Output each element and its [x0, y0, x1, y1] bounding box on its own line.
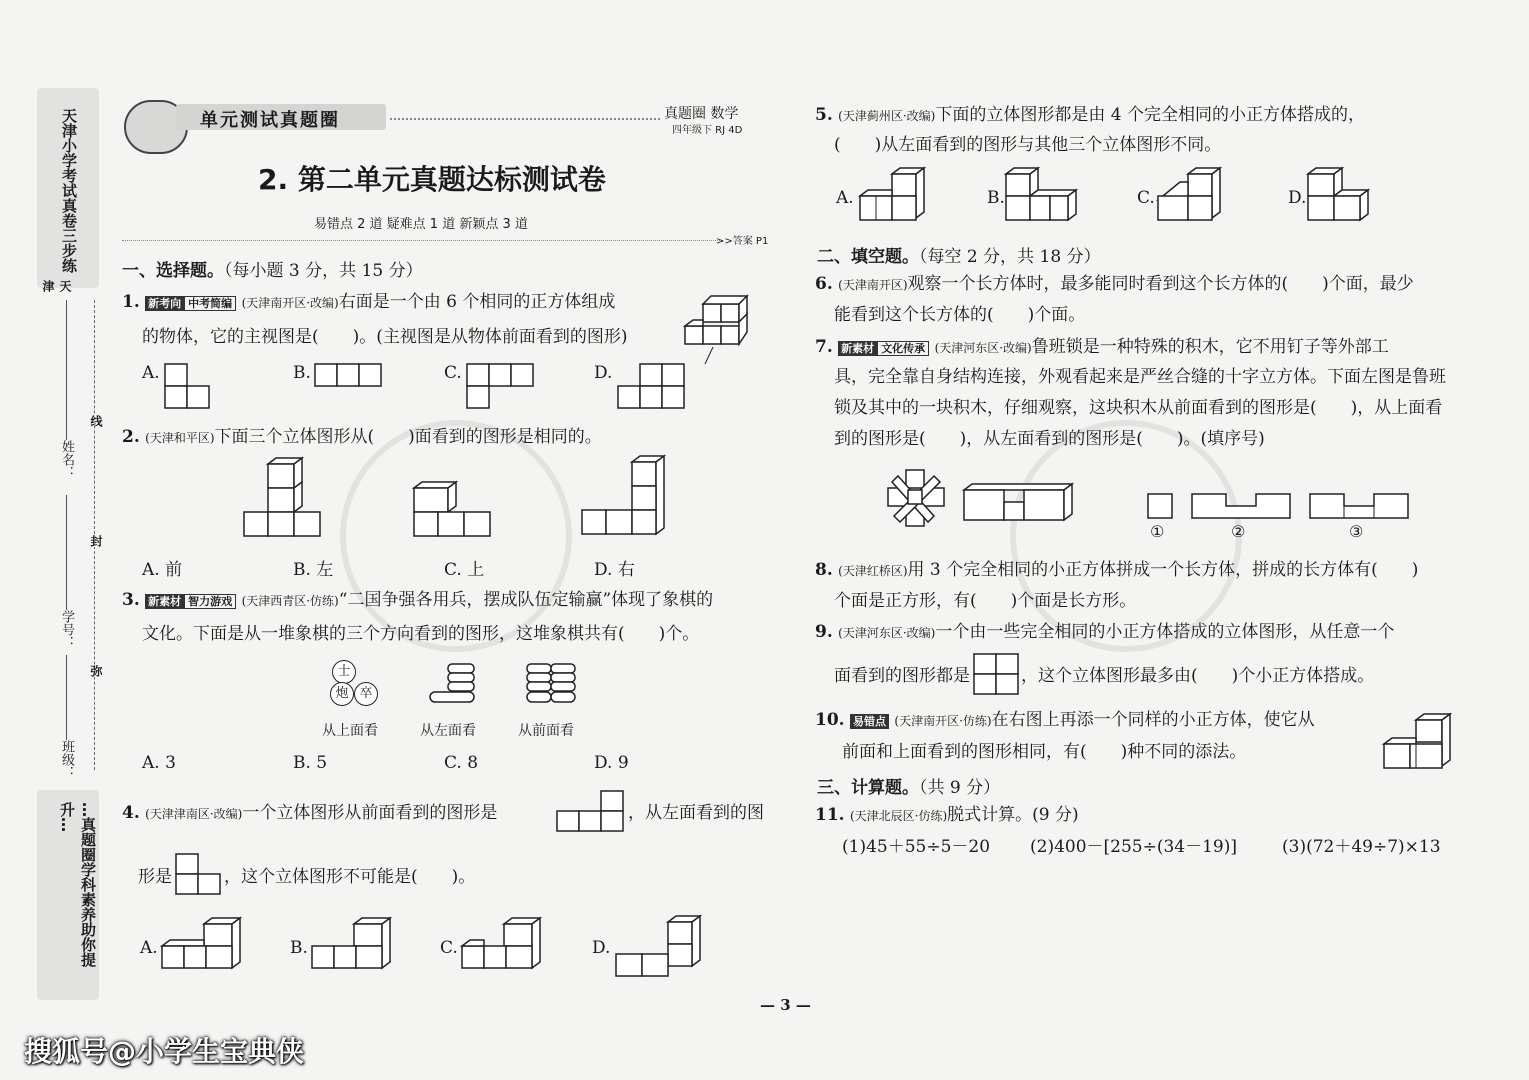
q3-option-c[interactable]: C. 8	[444, 753, 479, 773]
side-bottom-text: …真题圈学科素养助你提升…	[58, 802, 97, 967]
q7-source: (天津河东区·改编)	[934, 341, 1032, 355]
q3-tag2: 智力游戏	[184, 594, 236, 609]
q3	[122, 589, 713, 613]
q1-option-c-figure	[465, 362, 537, 410]
q8-number: 8.	[815, 560, 833, 580]
q1-option-a[interactable]: A.	[142, 363, 160, 383]
section-2-title: 二、填空题。	[817, 247, 919, 267]
page-number: — 3 —	[760, 996, 811, 1014]
q9-line2b: ，这个立体图形最多由( )个小正方体搭成。	[1021, 666, 1375, 686]
q2-figure-3	[582, 460, 666, 540]
q3-tag: 新素材	[145, 594, 184, 609]
watermark-text: 搜狐号@小学生宝典侠	[24, 1035, 305, 1068]
q3-chip-left-label: 炮	[335, 686, 349, 701]
q11-number: 11.	[815, 805, 845, 825]
section-3-heading	[817, 773, 1000, 798]
q4-front-view	[555, 789, 627, 835]
grade-label: 四年级下 RJ 4D	[672, 125, 743, 136]
q1-option-b[interactable]: B.	[293, 363, 311, 383]
q1-source: (天津南开区·改编)	[241, 296, 339, 310]
side-top-label1: 天津	[41, 280, 72, 292]
q1-option-c[interactable]: C.	[444, 363, 462, 383]
q5-line2: ( )从左面看到的图形与其他三个立体图形不同。	[834, 135, 1222, 155]
q5-number: 5.	[815, 105, 833, 125]
q2-source: (天津和平区)	[145, 431, 215, 445]
q7-block-figure	[962, 482, 1076, 526]
q1	[122, 291, 615, 315]
q5-source: (天津蓟州区·改编)	[838, 109, 936, 123]
q2-option-d[interactable]: D. 右	[594, 560, 635, 580]
q6-line2: 能看到这个长方体的( )个面。	[834, 305, 1086, 325]
name-underline	[66, 300, 67, 440]
q2-option-b[interactable]: B. 左	[293, 560, 334, 580]
q4-option-b[interactable]: B.	[290, 938, 308, 958]
q3-option-a[interactable]: A. 3	[142, 753, 176, 773]
stamp-watermark-right	[1010, 420, 1242, 652]
q3-chip-top	[332, 660, 356, 684]
q5-option-a-figure	[860, 168, 926, 228]
q7-line4: 到的图形是( )，从左面看到的图形是( )。(填序号)	[834, 429, 1265, 449]
q4-option-d-figure	[612, 916, 702, 978]
q2-figure-2	[414, 484, 504, 540]
section-2-heading	[817, 242, 1101, 267]
q7	[815, 336, 1389, 360]
q3-left-view	[428, 662, 478, 706]
q7-line1: 鲁班锁是一种特殊的积木，它不用钉子等外部工	[1031, 337, 1389, 357]
q9-line2a: 面看到的图形都是	[834, 666, 970, 686]
class-underline	[66, 655, 67, 740]
q8-line2: 个面是正方形，有( )个面是长方形。	[834, 591, 1137, 611]
q5-line1: 下面的立体图形都是由 4 个完全相同的小正方体搭成的，	[935, 105, 1365, 125]
q4-option-c[interactable]: C.	[440, 938, 458, 958]
q4-line1b: ，从左面看到的图	[628, 803, 764, 823]
q2-option-a[interactable]: A. 前	[142, 560, 183, 580]
q7-tag: 新素材	[838, 341, 877, 356]
section-2-note: （每空 2 分，共 18 分）	[919, 247, 1101, 267]
q2-number: 2.	[122, 427, 140, 447]
q8-line1: 用 3 个完全相同的小正方体拼成一个长方体，拼成的长方体有( )	[907, 560, 1419, 580]
subject-label: 真题圈 数学	[664, 106, 739, 122]
q3-caption-front: 从前面看	[518, 723, 574, 739]
q7-view-2	[1190, 492, 1294, 520]
q3-front-view	[525, 662, 579, 706]
q2	[122, 426, 602, 449]
q7-tag2: 文化传承	[877, 341, 929, 356]
q1-tag2: 中考简编	[184, 296, 236, 311]
q10-source: (天津南开区·仿练)	[894, 714, 992, 728]
class-label: 班级：	[59, 740, 74, 779]
q3-chip-right-label: 卒	[359, 686, 373, 701]
q5-option-c-figure	[1156, 168, 1222, 228]
q11	[815, 804, 1079, 827]
q10-line1: 在右图上再添一个同样的小正方体，使它从	[991, 710, 1315, 730]
q3-source: (天津西青区·仿练)	[241, 594, 339, 608]
q7-number: 7.	[815, 337, 833, 357]
q1-option-b-figure	[313, 362, 385, 410]
side-top-text: 天津小学考试真卷三步练	[60, 108, 78, 273]
q9-source: (天津河东区·改编)	[838, 626, 936, 640]
q11-item-3: (3)(72＋49÷7)×13	[1282, 837, 1441, 857]
section-1-heading	[122, 256, 423, 281]
q6-number: 6.	[815, 274, 833, 294]
q2-text: 下面三个立体图形从( )面看到的图形是相同的。	[214, 427, 602, 447]
section-3-note: （共 9 分）	[919, 778, 1001, 798]
q10-line2: 前面和上面看到的图形相同，有( )种不同的添法。	[842, 742, 1247, 762]
q7-luban-lock-figure	[884, 466, 948, 530]
q8	[815, 559, 1418, 582]
q3-chip-right	[354, 682, 378, 706]
q4-line1a: 一个立体图形从前面看到的图形是	[242, 803, 498, 823]
q6	[815, 273, 1414, 296]
q4-option-d[interactable]: D.	[592, 938, 611, 958]
q11-source: (天津北辰区·仿练)	[849, 809, 948, 823]
q5-option-b-figure	[1006, 168, 1078, 228]
q9	[815, 621, 1394, 644]
q3-option-b[interactable]: B. 5	[293, 753, 328, 773]
q11-item-1: (1)45＋55÷5－20	[842, 837, 991, 857]
q4-line2b: ，这个立体图形不可能是( )。	[224, 867, 476, 887]
q4-line2a: 形是	[138, 867, 172, 887]
q5-option-b[interactable]: B.	[987, 188, 1005, 208]
q4-option-a[interactable]: A.	[140, 938, 158, 958]
q9-grid-figure	[972, 652, 1020, 698]
q6-source: (天津南开区)	[838, 278, 908, 292]
q5	[815, 104, 1365, 127]
q7-view-1	[1146, 492, 1174, 520]
section-1-note: （每小题 3 分，共 15 分）	[224, 261, 423, 281]
section-1-title: 一、选择题。	[122, 261, 224, 281]
q3-number: 3.	[122, 590, 140, 610]
q9-line1: 一个由一些完全相同的小正方体搭成的立体图形，从任意一个	[935, 622, 1395, 642]
q1-option-d-figure	[616, 362, 688, 410]
q3-line2: 文化。下面是从一堆象棋的三个方向看到的图形，这堆象棋共有( )个。	[142, 624, 700, 644]
seal-mi-char: 弥	[89, 665, 103, 677]
q4	[122, 802, 497, 825]
seal-line-char: 线	[89, 415, 103, 427]
q4-number: 4.	[122, 803, 140, 823]
q1-line1: 右面是一个由 6 个相同的正方体组成	[338, 292, 616, 312]
header-dotted-line	[390, 118, 660, 120]
q5-option-a[interactable]: A.	[836, 188, 854, 208]
page-title: 2. 第二单元真题达标测试卷	[258, 163, 606, 196]
banner	[176, 104, 386, 130]
q4-option-a-figure	[162, 918, 246, 976]
q4-option-c-figure	[462, 918, 546, 976]
q7-label-3: ③	[1349, 522, 1364, 541]
q7-line2: 具，完全靠自身结构连接，外观看起来是严丝合缝的十字立方体。下面左图是鲁班	[834, 367, 1446, 387]
q3-option-d[interactable]: D. 9	[594, 753, 629, 773]
stats-label: 易错点 2 道 疑难点 1 道 新颖点 3 道	[314, 217, 528, 232]
side-strip-top	[37, 88, 99, 292]
q4-source: (天津津南区·改编)	[145, 807, 243, 821]
q9-number: 9.	[815, 622, 833, 642]
q3-chip-left	[330, 682, 354, 706]
q1-option-a-figure	[163, 362, 211, 410]
q10-number: 10.	[815, 710, 845, 730]
q4-left-view	[174, 852, 224, 898]
q7-line3: 锁及其中的一块积木，仔细观察，这块积木从前面看到的图形是( )，从上面看	[834, 398, 1443, 418]
q5-option-c[interactable]: C.	[1137, 188, 1155, 208]
q7-label-2: ②	[1231, 522, 1246, 541]
id-underline	[66, 495, 67, 610]
q1-tag: 新考向	[145, 296, 184, 311]
answer-ref: >>答案 P1	[716, 236, 769, 247]
q5-option-d[interactable]: D.	[1288, 188, 1307, 208]
q1-line2: 的物体，它的主视图是( )。(主视图是从物体前面看到的图形)	[142, 327, 628, 347]
q2-figure-1	[244, 462, 328, 538]
q10-cube-figure	[1382, 714, 1454, 776]
q3-caption-top: 从上面看	[322, 723, 378, 739]
q1-cube-figure	[683, 292, 763, 372]
q6-line1: 观察一个长方体时，最多能同时看到这个长方体的( )个面，最少	[907, 274, 1414, 294]
q7-view-3	[1308, 492, 1412, 520]
side-strip-bottom	[37, 790, 99, 1000]
q5-option-d-figure	[1308, 168, 1374, 228]
q4-option-b-figure	[312, 918, 396, 976]
q3-chip-top-label: 士	[337, 664, 351, 679]
seal-feng-char: 封	[89, 535, 103, 547]
id-label: 学号：	[59, 610, 74, 649]
q3-caption-left: 从左面看	[420, 723, 476, 739]
banner-text: 单元测试真题圈	[200, 110, 340, 131]
header-rule	[122, 240, 722, 241]
q8-source: (天津红桥区)	[838, 564, 908, 578]
q3-line1: “二国争强各用兵，摆成队伍定输赢”体现了象棋的	[338, 590, 714, 610]
q1-number: 1.	[122, 292, 140, 312]
q1-option-d[interactable]: D.	[594, 363, 613, 383]
q11-item-2: (2)400－[255÷(34－19)]	[1030, 837, 1238, 857]
q10-tag: 易错点	[850, 714, 889, 729]
q7-label-1: ①	[1150, 522, 1165, 541]
name-label: 姓名：	[59, 440, 74, 479]
q11-text: 脱式计算。(9 分)	[947, 805, 1079, 825]
section-3-title: 三、计算题。	[817, 778, 919, 798]
q10	[815, 709, 1315, 733]
q2-option-c[interactable]: C. 上	[444, 560, 485, 580]
